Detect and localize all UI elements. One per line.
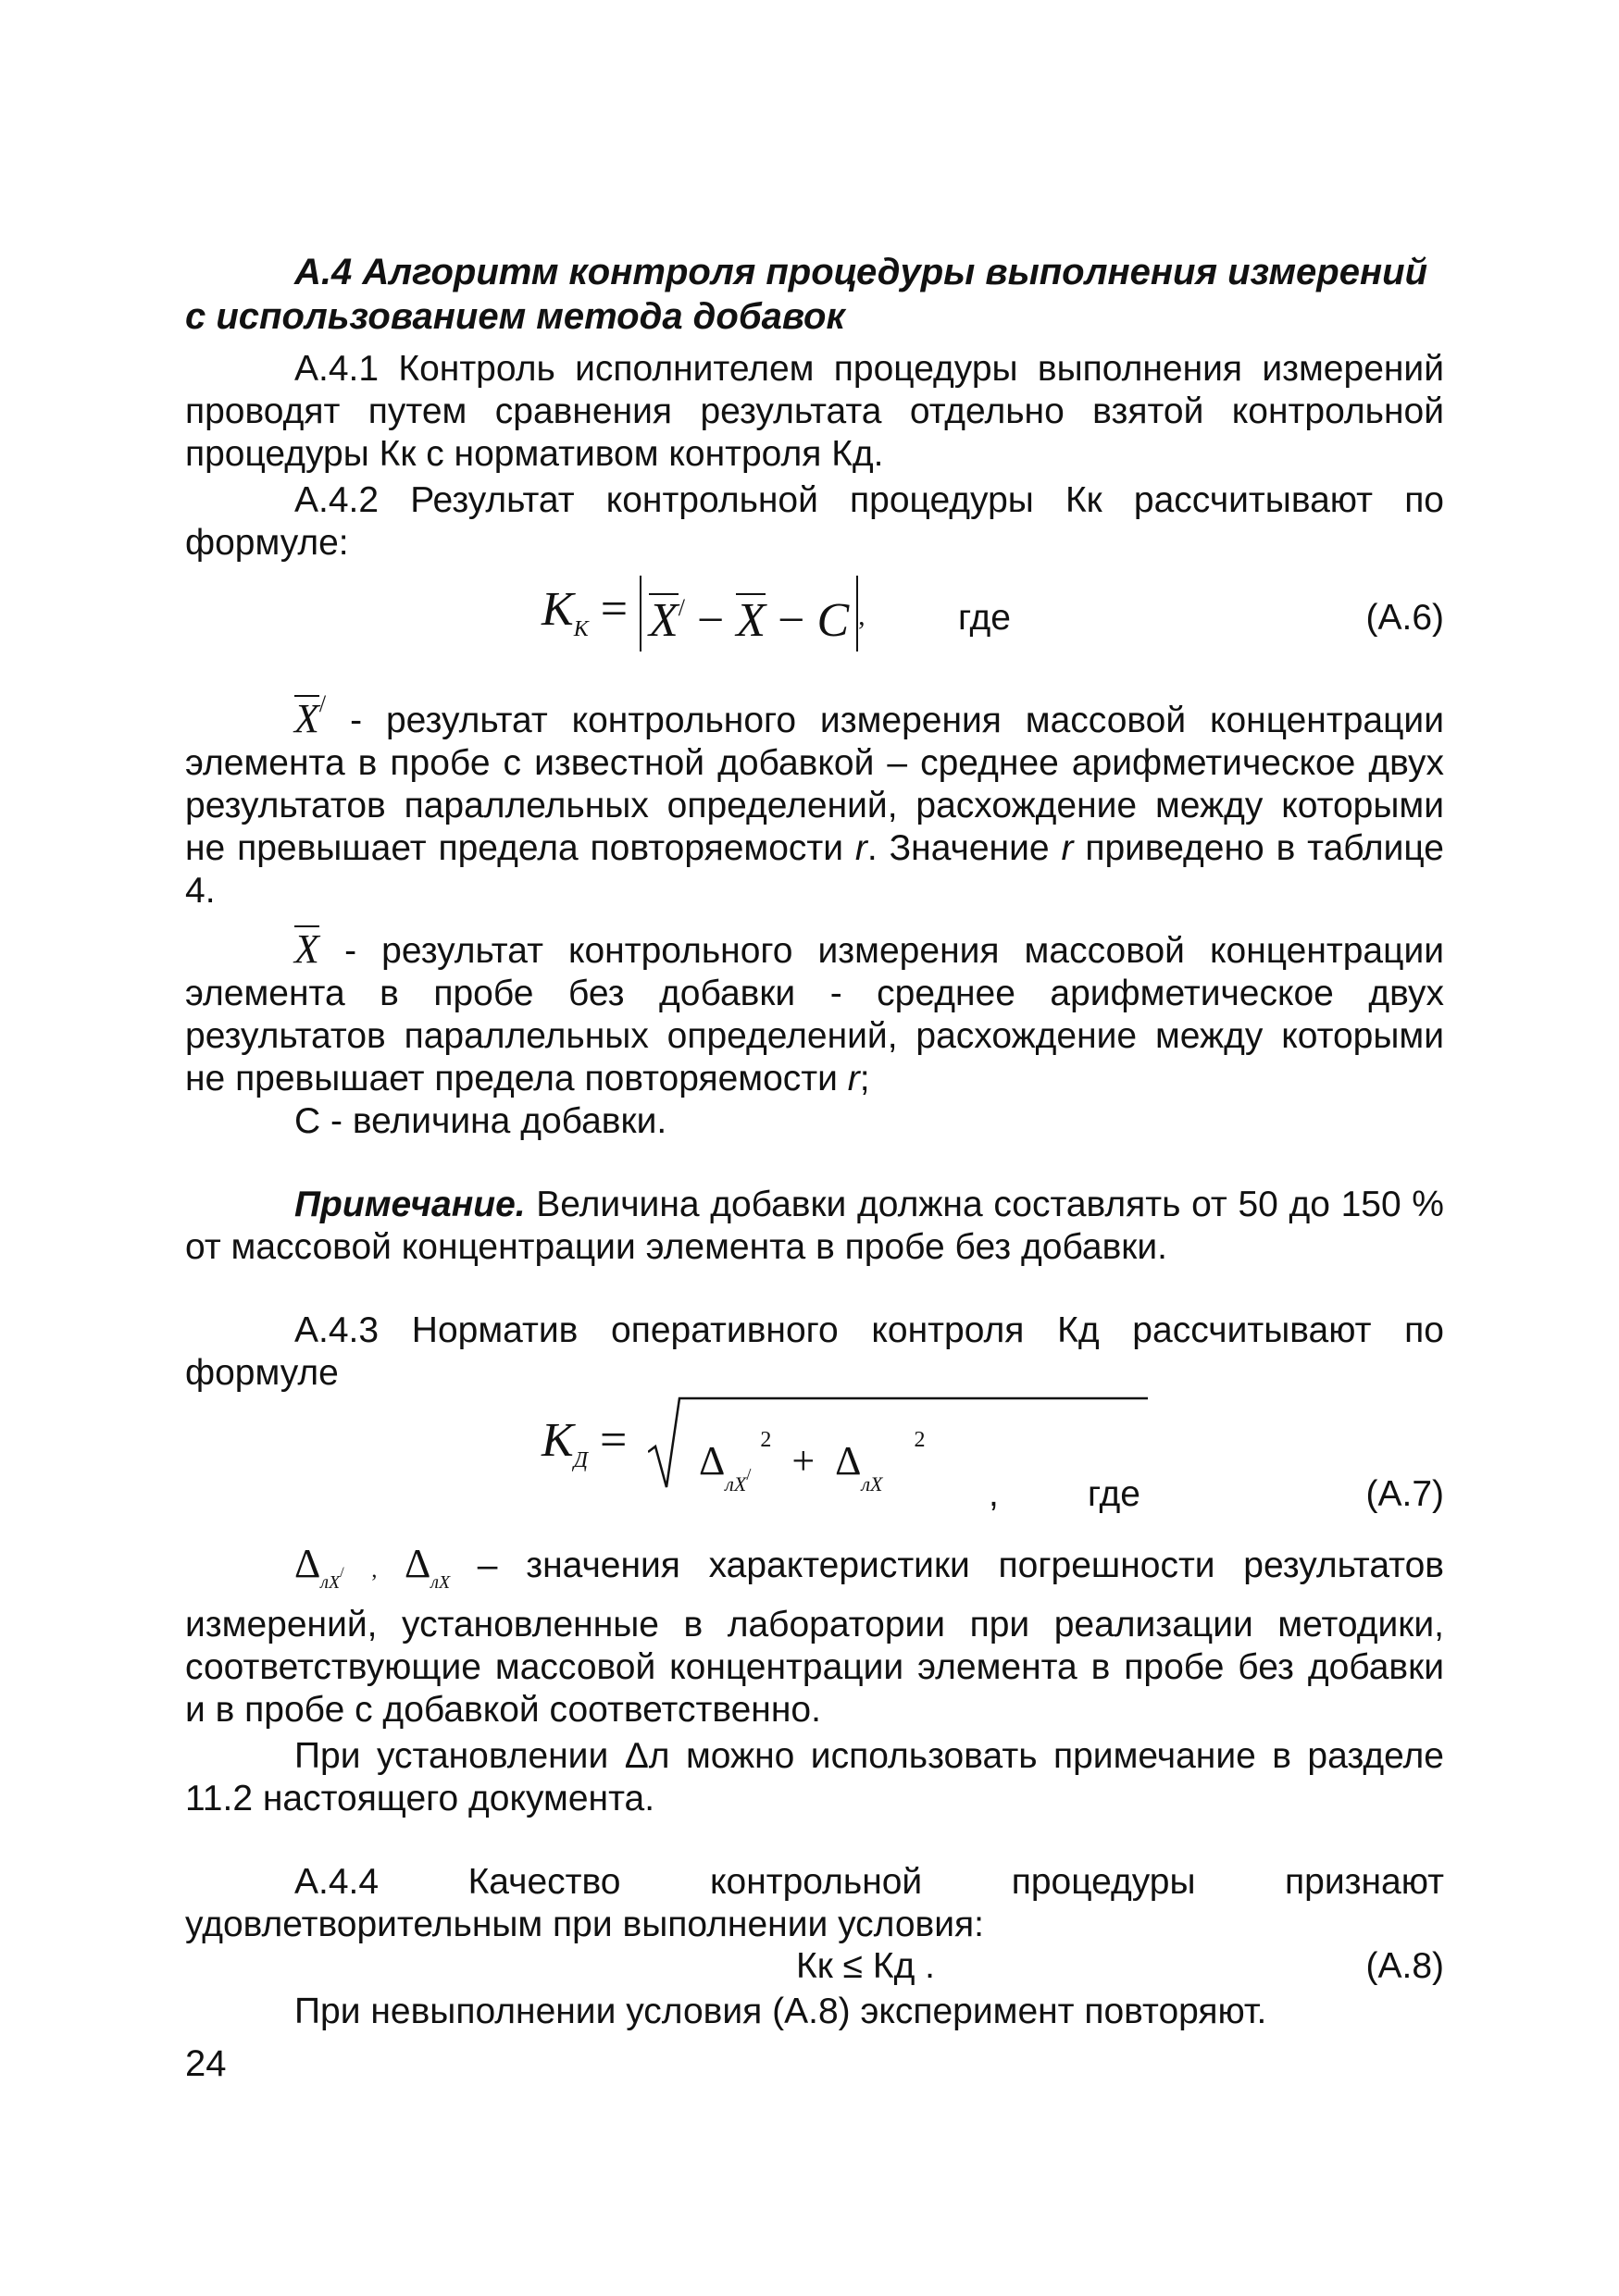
eq6-lhs: K [542, 582, 574, 636]
definition-x: X - результат контрольного измерения массовой концентрации элемента в пробе без добавки - среднее арифметическое двух результатов параллельных определений, расхождение между которыми не превышает предела повторяемости r; [185, 926, 1445, 1098]
document-page [185, 250, 1444, 2033]
eq6-number: (А.6) [1365, 598, 1444, 638]
def-x-prime-symbol: X [294, 696, 319, 741]
equation-a7: $K_Д$ = ΔлX/ 2 + ΔлX 2 , где (А.7) [185, 1395, 1444, 1533]
eq8-expr: Кк ≤ Кд . [796, 1946, 936, 1986]
paragraph-final: При невыполнении условия (А.8) эксперимент повторяют. [294, 1992, 1267, 2031]
note [185, 1184, 1444, 1269]
eq6-x: X [736, 594, 766, 647]
note-label: Примечание. [294, 1185, 526, 1224]
eq6-x-prime: X [649, 594, 679, 647]
equation-a8 [185, 1946, 1444, 1991]
definition-deltas: $\Delta_{лX}/$ , $\Delta_{лX}$ – значения характеристики погрешности результатов измерений, установленные в лаборатории при реализации методики, соответствующие массовой концентрации элемента в пробе без добавки и в пробе с добавкой соответственно. [185, 1541, 1445, 1730]
eq8-number: (А.8) [1365, 1946, 1444, 1986]
paragraph-a41: А.4.1 Контроль исполнителем процедуры выполнения измерений проводят путем сравнения результата отдельно взятой контрольной процедуры Кк с нормативом контроля Кд. [185, 349, 1444, 474]
eq7-lhs: K [542, 1414, 574, 1467]
eq6-lhs-sub: K [573, 616, 589, 641]
paragraph-delta-note: При установлении Δл можно использовать примечание в разделе 11.2 настоящего документа. [185, 1736, 1444, 1818]
definition-c: С - величина добавки. [294, 1101, 667, 1141]
paragraph-a43: А.4.3 Норматив оперативного контроля Кд рассчитывают по формуле [185, 1310, 1444, 1393]
page-number: 24 [185, 2043, 227, 2084]
note-text: Величина добавки должна составлять от 50 до 150 % от массовой концентрации элемента в пробе без добавки. [185, 1185, 1444, 1267]
paragraph-a42: А.4.2 Результат контрольной процедуры Кк рассчитывают по формуле: [185, 480, 1444, 563]
definition-x-prime: X/ - результат контрольного измерения массовой концентрации элемента в пробе с известной добавкой – среднее арифметическое двух результатов параллельных определений, расхождение между которыми не превышает предела повторяемости r. Значение r приведено в таблице 4. [185, 690, 1444, 911]
section-heading: А.4 Алгоритм контроля процедуры выполнения измерений с использованием метода добавок [185, 252, 1428, 337]
eq6-where: где [958, 598, 1011, 638]
eq6-c: C [816, 594, 850, 647]
eq7-where: где [1088, 1474, 1140, 1514]
def-x-symbol: X [294, 926, 319, 972]
eq6-abs: X/ − X − C [640, 576, 858, 652]
paragraph-a44: А.4.4 Качество контрольной процедуры признают удовлетворительным при выполнении условия: [185, 1862, 1444, 1944]
equation-a6: $K_K = X^/ - X - C$ , где (А.6) [185, 565, 1444, 676]
eq7-number: (А.7) [1365, 1474, 1444, 1514]
